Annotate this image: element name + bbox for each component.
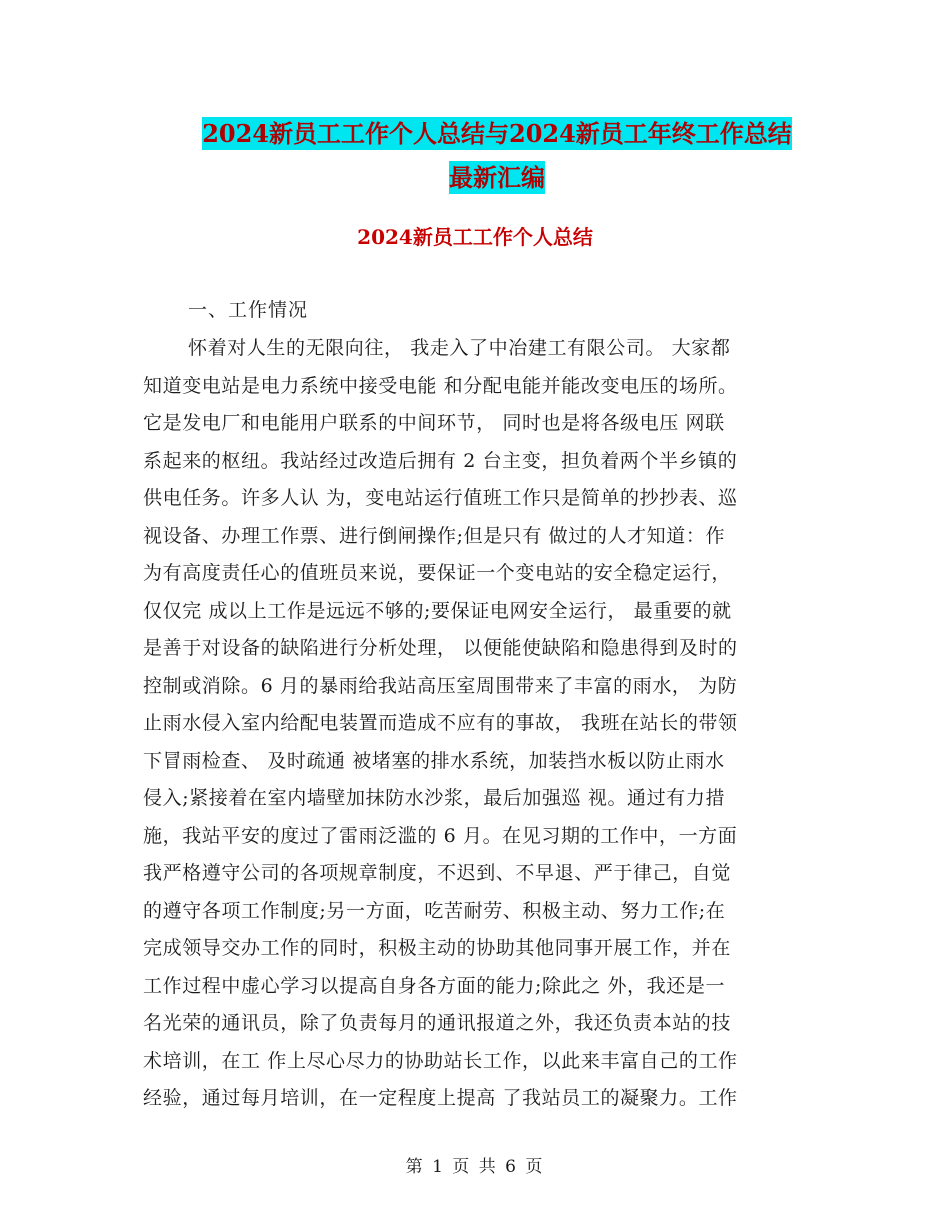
paragraph-line: 系起来的枢纽。我站经过改造后拥有 2 台主变，担负着两个半乡镇的	[143, 449, 738, 472]
paragraph-line: 施，我站平安的度过了雷雨泛滥的 6 月。在见习期的工作中，一方面	[143, 824, 738, 847]
paragraph-line: 知道变电站是电力系统中接受电能 和分配电能并能改变电压的场所。	[143, 374, 738, 397]
document-title-line-1: 2024新员工工作个人总结与2024新员工年终工作总结	[202, 119, 792, 148]
paragraph-line: 它是发电厂和电能用户联系的中间环节， 同时也是将各级电压 网联	[143, 412, 725, 434]
paragraph-line: 仅仅完 成以上工作是远远不够的;要保证电网安全运行， 最重要的就	[143, 599, 732, 622]
paragraph-line: 下冒雨检查、 及时疏通 被堵塞的排水系统，加装挡水板以防止雨水	[143, 749, 725, 772]
document-title-line-2: 最新汇编	[449, 163, 545, 192]
paragraph-line: 控制或消除。6 月的暴雨给我站高压室周围带来了丰富的雨水， 为防	[143, 674, 738, 697]
paragraph-line: 经验，通过每月培训，在一定程度上提高 了我站员工的凝聚力。工作	[143, 1087, 738, 1109]
paragraph-line: 术培训，在工 作上尽心尽力的协助站长工作，以此来丰富自己的工作	[143, 1049, 738, 1072]
paragraph-line: 的遵守各项工作制度;另一方面，吃苦耐劳、积极主动、努力工作;在	[143, 899, 726, 922]
subsection-heading: 一、工作情况	[188, 299, 309, 321]
section-title: 2024新员工工作个人总结	[357, 225, 593, 249]
paragraph-line: 名光荣的通讯员，除了负责每月的通讯报道之外，我还负责本站的技	[143, 1012, 732, 1034]
body-paragraph	[143, 330, 807, 1118]
paragraph-line: 止雨水侵入室内给配电装置而造成不应有的事故， 我班在站长的带领	[143, 712, 738, 734]
page-number-footer: 第 1 页 共 6 页	[405, 1157, 545, 1177]
paragraph-line: 为有高度责任心的值班员来说，要保证一个变电站的安全稳定运行，	[143, 562, 732, 584]
paragraph-line: 我严格遵守公司的各项规章制度，不迟到、不早退、严于律己，自觉	[143, 862, 732, 884]
paragraph-line: 怀着对人生的无限向往， 我走入了中冶建工有限公司。 大家都	[188, 337, 731, 359]
paragraph-line: 工作过程中虚心学习以提高自身各方面的能力;除此之 外，我还是一	[143, 974, 726, 997]
paragraph-line: 完成领导交办工作的同时，积极主动的协助其他同事开展工作，并在	[143, 937, 732, 959]
paragraph-line: 侵入;紧接着在室内墙壁加抹防水沙浆，最后加强巡 视。通过有力措	[143, 787, 726, 809]
document-title	[140, 112, 854, 200]
paragraph-line: 供电任务。许多人认 为，变电站运行值班工作只是简单的抄抄表、巡	[143, 487, 738, 509]
paragraph-line: 是善于对设备的缺陷进行分析处理， 以便能使缺陷和隐患得到及时的	[143, 637, 738, 659]
paragraph-line: 视设备、办理工作票、进行倒闸操作;但是只有 做过的人才知道：作	[143, 524, 726, 547]
